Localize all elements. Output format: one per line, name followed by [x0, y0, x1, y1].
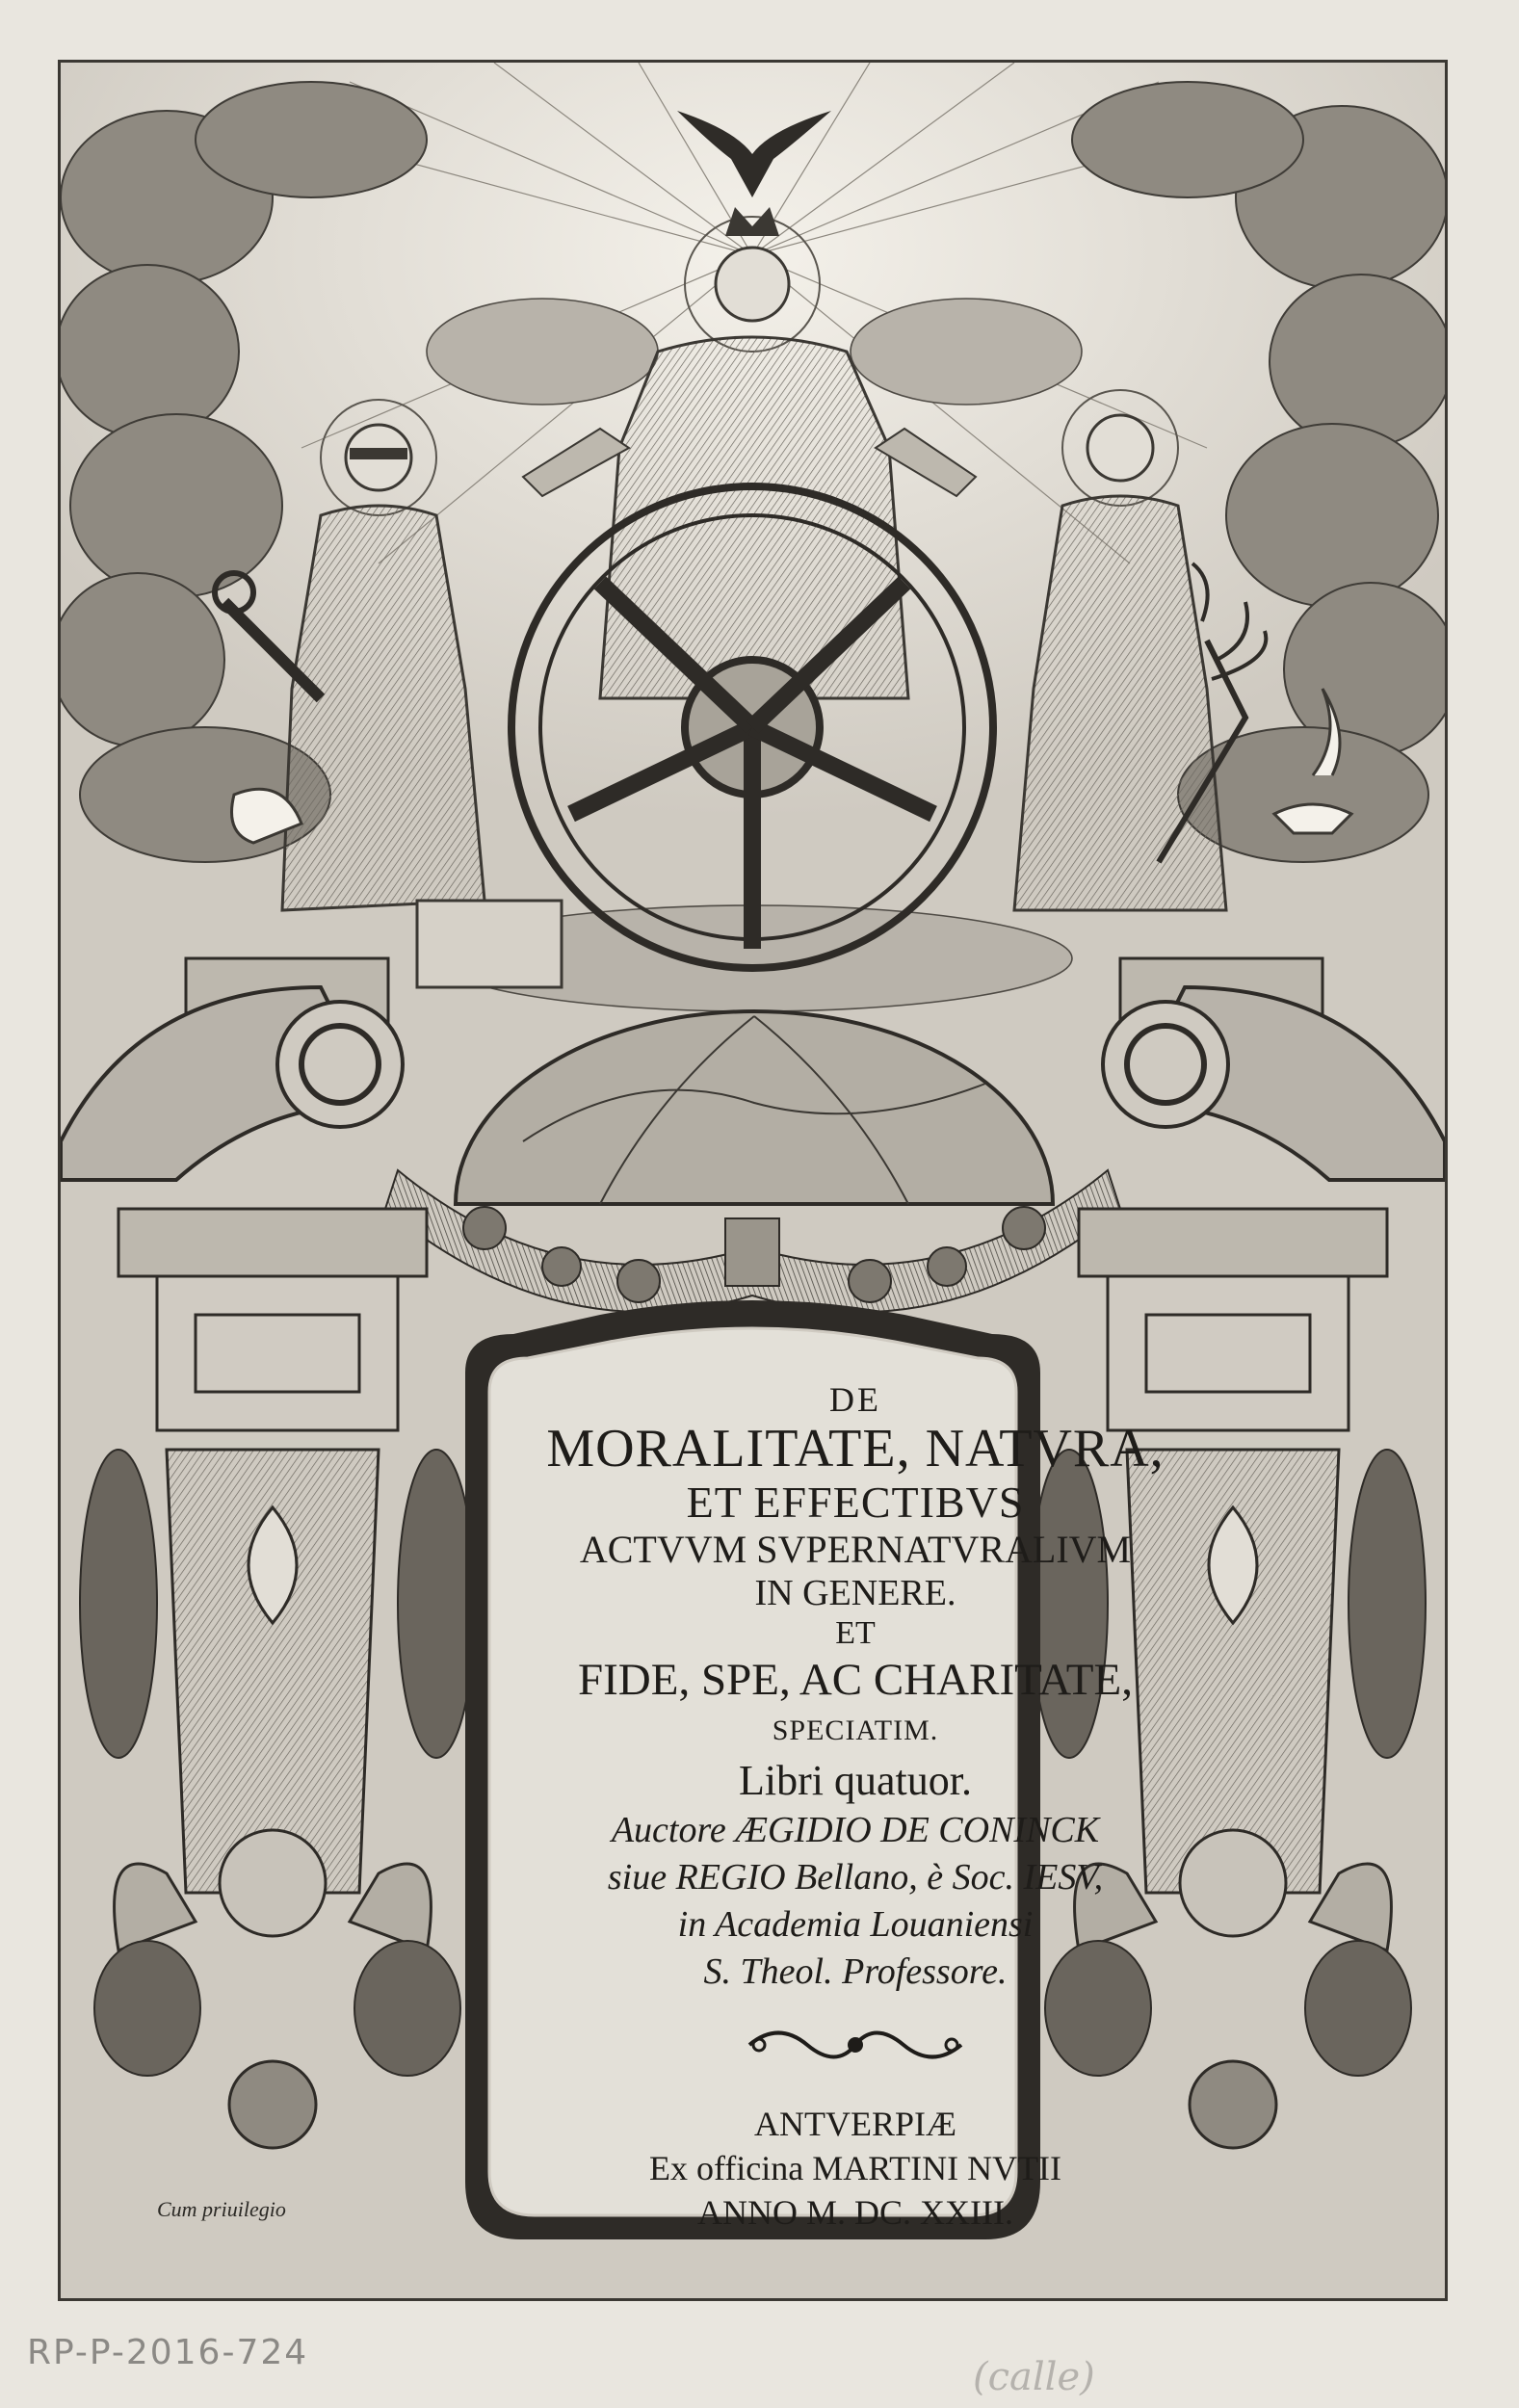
author-line-1: Auctore ÆGIDIO DE CONINCK [611, 1810, 1100, 1850]
imprint-line-1: ANTVERPIÆ [753, 2105, 956, 2143]
title-line-speciatim: SPECIATIM. [772, 1714, 939, 1746]
imprint-line-2: Ex officina MARTINI NVTII [648, 2149, 1062, 2187]
title-line-moralitate: MORALITATE, NATVRA, [546, 1419, 1165, 1479]
pencil-annotation: (calle) [973, 2355, 1095, 2399]
author-line-2: siue REGIO Bellano, è Soc. IESV, [607, 1857, 1104, 1898]
imprint-line-3: ANNO M. DC. XXIII. [697, 2193, 1013, 2232]
title-line-in-genere: IN GENERE. [754, 1573, 956, 1613]
author-line-3: in Academia Louaniensi [677, 1904, 1034, 1945]
privilege-note: Cum priuilegio [157, 2197, 286, 2221]
title-line-fide: FIDE, SPE, AC CHARITATE, [578, 1655, 1133, 1705]
engraving-plate [58, 60, 1448, 2301]
title-line-et: ET [835, 1615, 876, 1651]
title-line-effectibus: ET EFFECTIBVS [686, 1478, 1025, 1527]
title-line-de: DE [829, 1380, 881, 1419]
title-cartouche [475, 1358, 1236, 2264]
title-line-actuum: ACTVVM SVPERNATVRALIVM [579, 1528, 1132, 1571]
globe [456, 1011, 1053, 1204]
ornament-flourish-icon [740, 2021, 971, 2069]
inventory-number: RP-P-2016-724 [27, 2333, 309, 2372]
title-line-libri: Libri quatuor. [739, 1757, 972, 1804]
author-line-4: S. Theol. Professore. [703, 1951, 1008, 1992]
